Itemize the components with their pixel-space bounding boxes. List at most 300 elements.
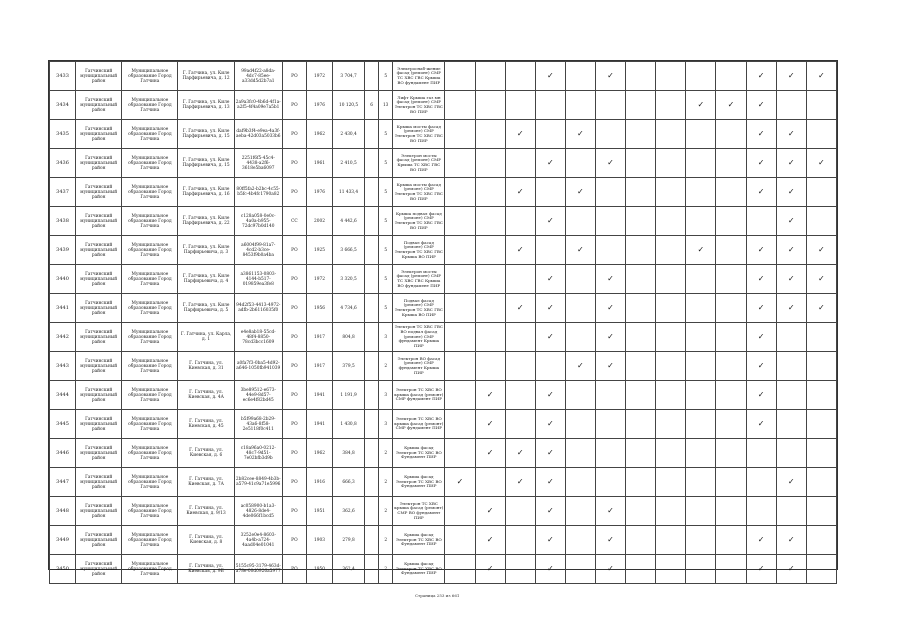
cell-num: 3438 [50, 207, 76, 236]
cell-guid: 5155c95-3179-463d-a78e-00d0926a5977 [234, 555, 282, 584]
checkmark-cell: ✓ [806, 149, 836, 178]
checkmark-cell: ✓ [505, 120, 535, 149]
cell-num: 3443 [50, 352, 76, 381]
checkmark-cell: ✓ [776, 294, 806, 323]
cell-area: 1 430,8 [333, 410, 365, 439]
cell-guid: 2251f6f5-45c4-4438-a2f6-3618e5ba6097 [234, 149, 282, 178]
cell-district: Гатчинский муниципальный район [76, 497, 122, 526]
cell-floors [365, 62, 379, 91]
checkmark-cell: ✓ [746, 555, 776, 584]
table-row [50, 265, 837, 294]
cell-floors [365, 497, 379, 526]
cell-count: 5 [379, 236, 393, 265]
checkmark-cell [776, 91, 806, 120]
checkmark-cell [686, 294, 716, 323]
checkmark-cell [716, 236, 746, 265]
checkmark-cell [626, 468, 656, 497]
checkmark-cell [806, 178, 836, 207]
checkmark-cell [686, 323, 716, 352]
cell-count: 5 [379, 178, 393, 207]
cell-district: Гатчинский муниципальный район [76, 207, 122, 236]
checkmark-cell [475, 468, 505, 497]
cell-district: Гатчинский муниципальный район [76, 62, 122, 91]
checkmark-cell: ✓ [565, 178, 595, 207]
houses-table [49, 61, 837, 584]
checkmark-cell [565, 526, 595, 555]
checkmark-cell [475, 149, 505, 178]
checkmark-cell [746, 439, 776, 468]
cell-year: 1972 [306, 265, 332, 294]
checkmark-cell: ✓ [535, 526, 565, 555]
checkmark-cell: ✓ [475, 381, 505, 410]
cell-type: РО [282, 323, 306, 352]
checkmark-cell: ✓ [746, 149, 776, 178]
checkmark-cell [565, 265, 595, 294]
checkmark-cell: ✓ [746, 62, 776, 91]
checkmark-cell [505, 91, 535, 120]
cell-district: Гатчинский муниципальный район [76, 91, 122, 120]
checkmark-cell: ✓ [535, 265, 565, 294]
checkmark-cell [776, 323, 806, 352]
checkmark-cell [505, 497, 535, 526]
checkmark-cell: ✓ [806, 265, 836, 294]
cell-year: 1961 [306, 149, 332, 178]
checkmark-cell [686, 207, 716, 236]
checkmark-cell [656, 323, 686, 352]
checkmark-cell [535, 236, 565, 265]
checkmark-cell [595, 91, 625, 120]
cell-num: 3444 [50, 381, 76, 410]
cell-year: 2002 [306, 207, 332, 236]
checkmark-cell: ✓ [595, 323, 625, 352]
cell-works: Электрон мосты фасад (ремонт) СМР ТС ХВС ГВС Крыша ВО фундамент ПИР [393, 265, 445, 294]
checkmark-cell [746, 497, 776, 526]
table-row [50, 236, 837, 265]
checkmark-cell [535, 352, 565, 381]
checkmark-cell [445, 236, 475, 265]
cell-works: Крыша фасад Электрон ТС ХВС ВО Фундамент ПИР [393, 439, 445, 468]
cell-settlement: Муниципальное образование Город Гатчина [122, 265, 178, 294]
checkmark-cell [656, 294, 686, 323]
cell-count: 5 [379, 62, 393, 91]
cell-num: 3441 [50, 294, 76, 323]
checkmark-cell: ✓ [776, 555, 806, 584]
checkmark-cell [776, 352, 806, 381]
checkmark-cell [716, 381, 746, 410]
table-row [50, 178, 837, 207]
checkmark-cell: ✓ [746, 294, 776, 323]
cell-type: РО [282, 120, 306, 149]
cell-works: Электрон мосты фасад (ремонт) СМР Крыша ТС ХВС ГВС ВО ПИР [393, 149, 445, 178]
cell-settlement: Муниципальное образование Город Гатчина [122, 149, 178, 178]
checkmark-cell: ✓ [595, 62, 625, 91]
checkmark-cell [626, 120, 656, 149]
checkmark-cell [445, 265, 475, 294]
checkmark-cell [626, 265, 656, 294]
cell-num: 3447 [50, 468, 76, 497]
checkmark-cell [686, 410, 716, 439]
cell-count: 5 [379, 265, 393, 294]
cell-guid: 2b82cee-8849-4b3b-a579-41c9a71e5996 [234, 468, 282, 497]
cell-address: Г. Гатчина, ул. Киле Парфирьевича, д. 4 [178, 265, 234, 294]
checkmark-cell [626, 62, 656, 91]
table-row [50, 120, 837, 149]
checkmark-cell: ✓ [535, 294, 565, 323]
checkmark-cell [806, 526, 836, 555]
cell-district: Гатчинский муниципальный район [76, 149, 122, 178]
checkmark-cell [776, 497, 806, 526]
checkmark-cell [806, 323, 836, 352]
cell-count: 5 [379, 120, 393, 149]
cell-year: 1951 [306, 497, 332, 526]
cell-area: 384,8 [333, 439, 365, 468]
cell-year: 1917 [306, 323, 332, 352]
checkmark-cell [806, 468, 836, 497]
cell-address: Г. Гатчина, ул. Киле Парфирьевича, д. 22 [178, 207, 234, 236]
checkmark-cell [445, 178, 475, 207]
checkmark-cell: ✓ [746, 323, 776, 352]
checkmark-cell: ✓ [716, 91, 746, 120]
table-row [50, 294, 837, 323]
cell-guid: 3252e0e4-8603-4a4b-a724-4aad04e01041 [234, 526, 282, 555]
register-table [48, 60, 838, 577]
cell-district: Гатчинский муниципальный район [76, 294, 122, 323]
checkmark-cell: ✓ [505, 468, 535, 497]
checkmark-cell: ✓ [746, 410, 776, 439]
checkmark-cell [626, 178, 656, 207]
checkmark-cell: ✓ [475, 526, 505, 555]
checkmark-cell [445, 439, 475, 468]
checkmark-cell [716, 439, 746, 468]
checkmark-cell [475, 265, 505, 294]
cell-settlement: Муниципальное образование Город Гатчина [122, 555, 178, 584]
cell-works: Крыша мосты фасад (ремонт) СМР Электрон ТС ХВС ГВС ВО ПИР [393, 178, 445, 207]
cell-count: 3 [379, 323, 393, 352]
checkmark-cell [595, 468, 625, 497]
checkmark-cell [626, 497, 656, 526]
cell-count: 3 [379, 381, 393, 410]
checkmark-cell: ✓ [595, 526, 625, 555]
table-row [50, 149, 837, 178]
checkmark-cell: ✓ [686, 236, 716, 265]
checkmark-cell: ✓ [475, 439, 505, 468]
cell-type: РО [282, 381, 306, 410]
cell-num: 3434 [50, 91, 76, 120]
checkmark-cell [716, 294, 746, 323]
cell-works: Крыша мосты фасад (ремонт) СМР Электрон ТС ХВС ГВС ВО ПИР [393, 120, 445, 149]
checkmark-cell [656, 120, 686, 149]
checkmark-cell [716, 178, 746, 207]
cell-floors [365, 265, 379, 294]
cell-num: 3445 [50, 410, 76, 439]
checkmark-cell [505, 62, 535, 91]
cell-type: РО [282, 265, 306, 294]
cell-address: Г. Гатчина, ул. Киле Парфирьевича, д. 13 [178, 91, 234, 120]
cell-year: 1976 [306, 91, 332, 120]
checkmark-cell: ✓ [806, 62, 836, 91]
cell-address: Г. Гатчина, ул. Киле Парфирьевича, д. 16 [178, 178, 234, 207]
cell-floors [365, 236, 379, 265]
checkmark-cell [656, 207, 686, 236]
checkmark-cell [565, 62, 595, 91]
cell-address: Г. Гатчина, ул. Киле Парфирьевича, д. 3 [178, 236, 234, 265]
cell-area: 1 191,9 [333, 381, 365, 410]
checkmark-cell: ✓ [595, 294, 625, 323]
cell-count: 5 [379, 294, 393, 323]
cell-guid: a0fa7f3-0ba5-4d92-a646-1050fb941039 [234, 352, 282, 381]
cell-works: Электрон ТС ХВС ВО крыша фасад (ремонт) СМР фундамент ПИР [393, 410, 445, 439]
cell-type: РО [282, 526, 306, 555]
cell-guid: 2a9a3fc0-4b6d-4f1a-a2f5-4f4a09e7a5b1 [234, 91, 282, 120]
checkmark-cell [445, 120, 475, 149]
checkmark-cell [626, 91, 656, 120]
checkmark-cell: ✓ [535, 62, 565, 91]
checkmark-cell [475, 352, 505, 381]
checkmark-cell: ✓ [776, 120, 806, 149]
checkmark-cell [716, 468, 746, 497]
checkmark-cell [475, 207, 505, 236]
cell-guid: a6004f99-81a7-4cd2-b3ce-8453f9b0a4ba [234, 236, 282, 265]
checkmark-cell [686, 555, 716, 584]
checkmark-cell: ✓ [535, 497, 565, 526]
cell-year: 1917 [306, 352, 332, 381]
checkmark-cell [656, 178, 686, 207]
cell-settlement: Муниципальное образование Город Гатчина [122, 62, 178, 91]
checkmark-cell [626, 526, 656, 555]
checkmark-cell [595, 178, 625, 207]
cell-works: Электрон ТС ХВС ГВС ВО подвал фасад (ремонт) СМР фундамент Крыша ПИР [393, 323, 445, 352]
checkmark-cell [716, 323, 746, 352]
checkmark-cell [716, 526, 746, 555]
cell-settlement: Муниципальное образование Город Гатчина [122, 381, 178, 410]
cell-type: РО [282, 352, 306, 381]
checkmark-cell [716, 497, 746, 526]
cell-count: 3 [379, 410, 393, 439]
checkmark-cell [716, 149, 746, 178]
cell-settlement: Муниципальное образование Город Гатчина [122, 294, 178, 323]
checkmark-cell: ✓ [595, 352, 625, 381]
cell-address: Г. Гатчина, ул. Киевская, д. 7А [178, 468, 234, 497]
checkmark-cell [565, 497, 595, 526]
cell-type: РО [282, 555, 306, 584]
cell-year: 1962 [306, 439, 332, 468]
cell-works: Крыша фасад Электрон ТС ХВС ВО Фундамент ПИР [393, 468, 445, 497]
cell-type: РО [282, 91, 306, 120]
checkmark-cell [505, 410, 535, 439]
cell-address: Г. Гатчина, ул. Киевская, д. 9/13 [178, 497, 234, 526]
checkmark-cell: ✓ [746, 526, 776, 555]
cell-num: 3449 [50, 526, 76, 555]
checkmark-cell [716, 410, 746, 439]
cell-district: Гатчинский муниципальный район [76, 323, 122, 352]
checkmark-cell [505, 207, 535, 236]
cell-settlement: Муниципальное образование Город Гатчина [122, 236, 178, 265]
checkmark-cell: ✓ [595, 555, 625, 584]
cell-type: СС [282, 207, 306, 236]
cell-floors: 6 [365, 91, 379, 120]
checkmark-cell [626, 555, 656, 584]
cell-address: Г. Гатчина, ул. Киле Парфирьевича, д. 5 [178, 294, 234, 323]
checkmark-cell [656, 91, 686, 120]
checkmark-cell [656, 265, 686, 294]
cell-floors [365, 120, 379, 149]
checkmark-cell: ✓ [535, 323, 565, 352]
checkmark-cell [806, 410, 836, 439]
checkmark-cell [776, 439, 806, 468]
cell-area: 804,8 [333, 323, 365, 352]
checkmark-cell [656, 381, 686, 410]
cell-count: 2 [379, 526, 393, 555]
checkmark-cell: ✓ [535, 555, 565, 584]
checkmark-cell [806, 497, 836, 526]
checkmark-cell: ✓ [806, 236, 836, 265]
checkmark-cell [445, 323, 475, 352]
cell-year: 1941 [306, 410, 332, 439]
table-row [50, 497, 837, 526]
cell-floors [365, 410, 379, 439]
checkmark-cell [445, 62, 475, 91]
checkmark-cell [475, 91, 505, 120]
checkmark-cell [776, 381, 806, 410]
cell-floors [365, 323, 379, 352]
checkmark-cell [565, 381, 595, 410]
checkmark-cell [445, 410, 475, 439]
checkmark-cell: ✓ [595, 265, 625, 294]
checkmark-cell: ✓ [686, 91, 716, 120]
checkmark-cell [565, 439, 595, 468]
checkmark-cell: ✓ [505, 236, 535, 265]
checkmark-cell: ✓ [565, 352, 595, 381]
cell-type: РО [282, 410, 306, 439]
checkmark-cell: ✓ [776, 468, 806, 497]
page-counter: Страница 253 из 661 [415, 593, 460, 598]
checkmark-cell [565, 294, 595, 323]
cell-district: Гатчинский муниципальный район [76, 468, 122, 497]
checkmark-cell: ✓ [776, 62, 806, 91]
cell-num: 3437 [50, 178, 76, 207]
checkmark-cell [535, 91, 565, 120]
cell-area: 4 734,6 [333, 294, 365, 323]
cell-num: 3446 [50, 439, 76, 468]
cell-floors [365, 555, 379, 584]
cell-floors [365, 381, 379, 410]
cell-type: РО [282, 439, 306, 468]
checkmark-cell [746, 468, 776, 497]
checkmark-cell: ✓ [535, 439, 565, 468]
checkmark-cell [445, 294, 475, 323]
cell-area: 279,8 [333, 526, 365, 555]
checkmark-cell: ✓ [535, 468, 565, 497]
cell-settlement: Муниципальное образование Город Гатчина [122, 497, 178, 526]
cell-settlement: Муниципальное образование Город Гатчина [122, 207, 178, 236]
checkmark-cell [505, 323, 535, 352]
cell-address: Г. Гатчина, ул. Киле Парфирьевича, д. 15 [178, 149, 234, 178]
checkmark-cell [686, 149, 716, 178]
checkmark-cell [656, 497, 686, 526]
cell-guid: c18a96a0-0212-48c7-9d51-7e02bfb3d9b [234, 439, 282, 468]
checkmark-cell [595, 236, 625, 265]
checkmark-cell [656, 468, 686, 497]
cell-works: Электрон ВО фасад (ремонт) СМР фундамент Крыша ПИР [393, 352, 445, 381]
checkmark-cell [505, 352, 535, 381]
table-row [50, 352, 837, 381]
table-row [50, 62, 837, 91]
checkmark-cell [686, 265, 716, 294]
checkmark-cell [686, 352, 716, 381]
checkmark-cell: ✓ [505, 439, 535, 468]
checkmark-cell: ✓ [776, 236, 806, 265]
checkmark-cell: ✓ [475, 497, 505, 526]
cell-floors [365, 352, 379, 381]
cell-num: 3450 [50, 555, 76, 584]
checkmark-cell [626, 236, 656, 265]
cell-guid: 80ff5fa2-b2bc-4c55-b5fc-4b4fc1790a82 [234, 178, 282, 207]
cell-floors [365, 149, 379, 178]
cell-num: 3436 [50, 149, 76, 178]
cell-address: Г. Гатчина, ул. Карла, д. 1 [178, 323, 234, 352]
checkmark-cell [445, 526, 475, 555]
cell-guid: ac058900-b1a3-4826-8de4-4de066f1bcd5 [234, 497, 282, 526]
cell-guid: a3861153-0803-4144-b517-019859ea3fe8 [234, 265, 282, 294]
cell-area: 666,3 [333, 468, 365, 497]
checkmark-cell [626, 149, 656, 178]
checkmark-cell [656, 352, 686, 381]
cell-district: Гатчинский муниципальный район [76, 410, 122, 439]
checkmark-cell [595, 120, 625, 149]
checkmark-cell [806, 439, 836, 468]
checkmark-cell [595, 410, 625, 439]
checkmark-cell [565, 468, 595, 497]
checkmark-cell [626, 207, 656, 236]
cell-year: 1956 [306, 294, 332, 323]
checkmark-cell: ✓ [746, 120, 776, 149]
cell-district: Гатчинский муниципальный район [76, 381, 122, 410]
table-row [50, 468, 837, 497]
cell-works: Крыша фасад Электрон ТС ХВС ВО Фундамент ПИР [393, 555, 445, 584]
cell-area: 2 430,4 [333, 120, 365, 149]
checkmark-cell [475, 236, 505, 265]
cell-count: 13 [379, 91, 393, 120]
checkmark-cell: ✓ [445, 468, 475, 497]
cell-guid: e4e8ab18-55cd-48f4-8850-78cd3bcc1609 [234, 323, 282, 352]
cell-floors [365, 294, 379, 323]
checkmark-cell [776, 410, 806, 439]
cell-works: Электрон ТС ХВС крыша фасад (ремонт) СМР ВО фундамент ПИР [393, 497, 445, 526]
cell-address: Г. Гатчина, ул. Киевская, д. 4А [178, 381, 234, 410]
cell-year: 1916 [306, 468, 332, 497]
cell-count: 5 [379, 149, 393, 178]
cell-settlement: Муниципальное образование Город Гатчина [122, 178, 178, 207]
cell-address: Г. Гатчина, ул. Киевская, д. 6 [178, 439, 234, 468]
cell-area: 362,6 [333, 497, 365, 526]
checkmark-cell [656, 62, 686, 91]
checkmark-cell [656, 555, 686, 584]
checkmark-cell [656, 526, 686, 555]
checkmark-cell [565, 91, 595, 120]
checkmark-cell [716, 555, 746, 584]
checkmark-cell [565, 410, 595, 439]
checkmark-cell [565, 149, 595, 178]
checkmark-cell [686, 62, 716, 91]
cell-count: 5 [379, 207, 393, 236]
checkmark-cell [626, 294, 656, 323]
cell-settlement: Муниципальное образование Город Гатчина [122, 323, 178, 352]
cell-floors [365, 207, 379, 236]
cell-settlement: Муниципальное образование Город Гатчина [122, 468, 178, 497]
cell-settlement: Муниципальное образование Город Гатчина [122, 410, 178, 439]
checkmark-cell [535, 120, 565, 149]
checkmark-cell: ✓ [475, 410, 505, 439]
